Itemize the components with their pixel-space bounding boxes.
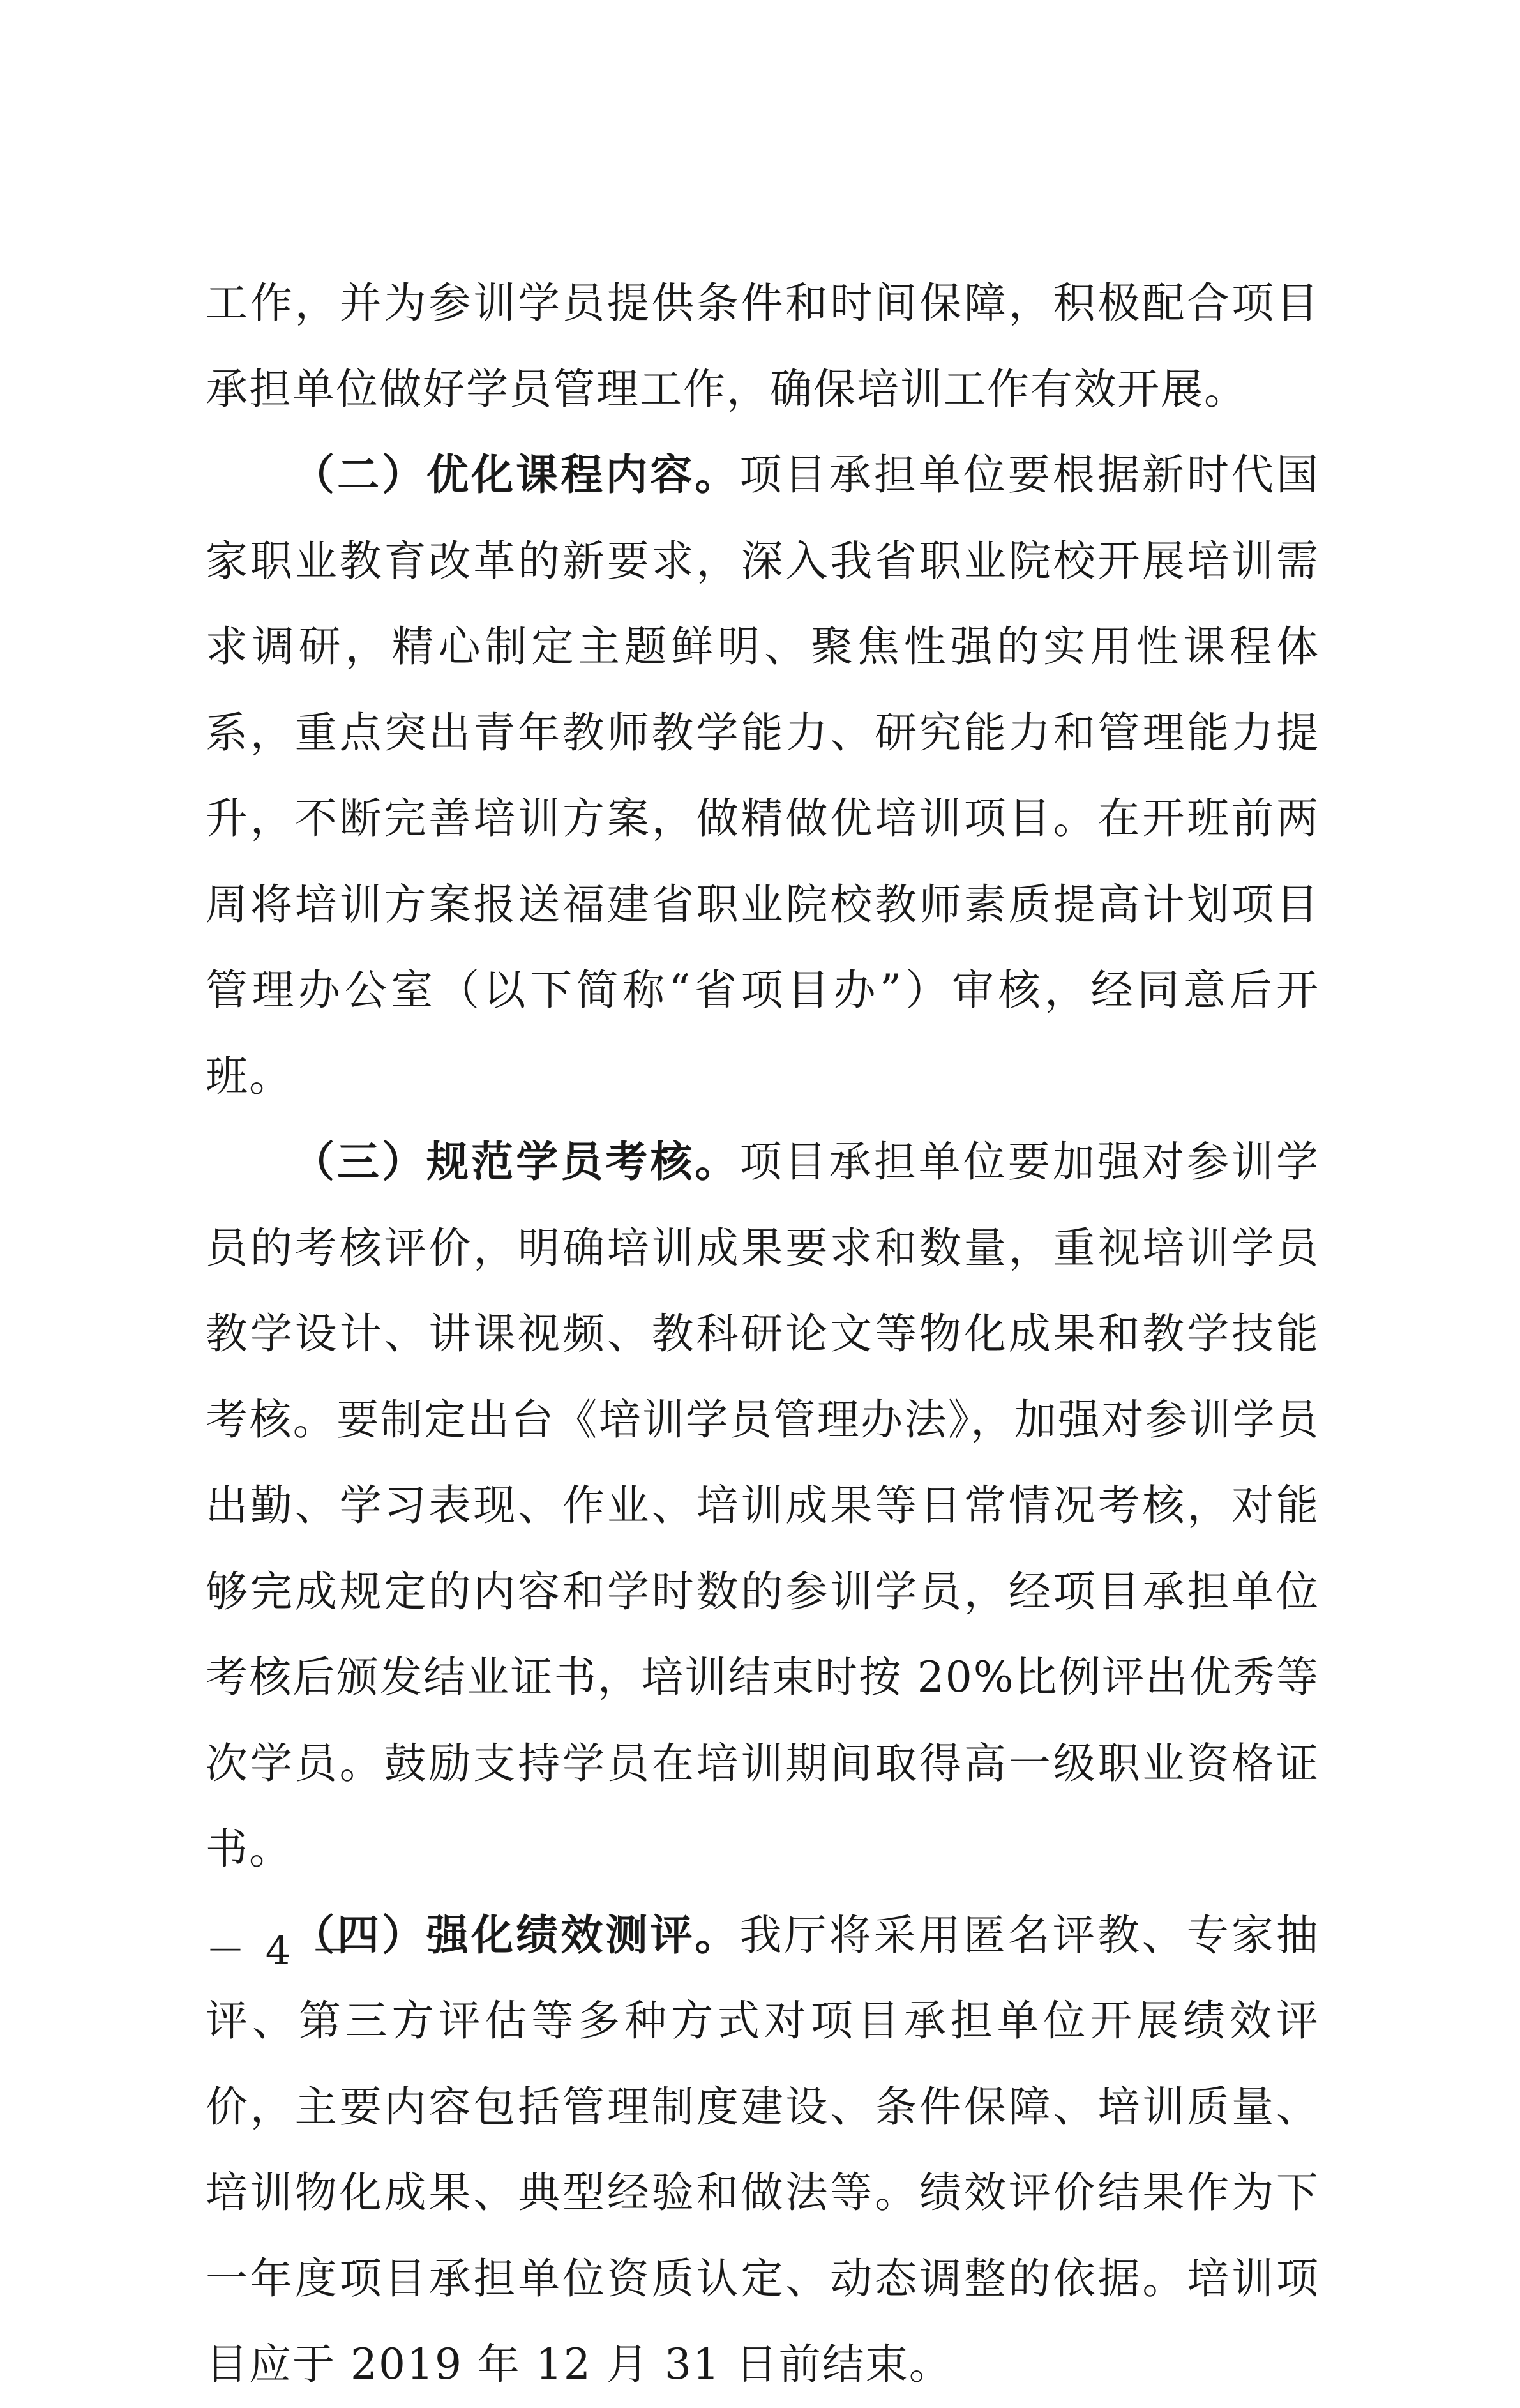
paragraph-standardize-assessment — [206, 1119, 1320, 1893]
section-heading: （四）强化绩效测评。 — [292, 1910, 740, 1960]
paragraph-text: 项目承担单位要根据新时代国家职业教育改革的新要求，深入我省职业院校开展培训需求调研，精心制定主题鲜明、聚焦性强的实用性课程体系，重点突出青年教师教学能力、研究能力和管理能力提升，不断完善培训方案，做精做优培训项目。在开班前两周将培训方案报送福建省职业院校教师素质提高计划项目管理办公室（以下简称“省项目办”）审核，经同意后开班。 — [206, 450, 1320, 1101]
page-number: － 4 － — [206, 1927, 354, 1974]
paragraph-continuation — [206, 261, 1320, 432]
section-heading: （三）规范学员考核。 — [292, 1137, 740, 1186]
paragraph-optimize-curriculum — [206, 432, 1320, 1119]
document-body — [206, 261, 1320, 2408]
paragraph-text: 我厅将采用匿名评教、专家抽评、第三方评估等多种方式对项目承担单位开展绩效评价，主要内容包括管理制度建设、条件保障、培训质量、培训物化成果、典型经验和做法等。绩效评价结果作为下一年度项目承担单位资质认定、动态调整的依据。培训项目应于 2019 年 12 月 31 日前结束。 — [206, 1910, 1320, 2389]
paragraph-performance-evaluation — [206, 1893, 1320, 2408]
paragraph-text: 工作，并为参训学员提供条件和时间保障，积极配合项目承担单位做好学员管理工作，确保培训工作有效开展。 — [206, 278, 1320, 414]
paragraph-text: 项目承担单位要加强对参训学员的考核评价，明确培训成果要求和数量，重视培训学员教学设计、讲课视频、教科研论文等物化成果和教学技能考核。要制定出台《培训学员管理办法》，加强对参训学员出勤、学习表现、作业、培训成果等日常情况考核，对能够完成规定的内容和学时数的参训学员，经项目承担单位考核后颁发结业证书，培训结束时按 20%比例评出优秀等次学员。鼓励支持学员在培训期间取得高一级职业资格证书。 — [206, 1137, 1320, 1874]
section-heading: （二）优化课程内容。 — [292, 450, 740, 499]
